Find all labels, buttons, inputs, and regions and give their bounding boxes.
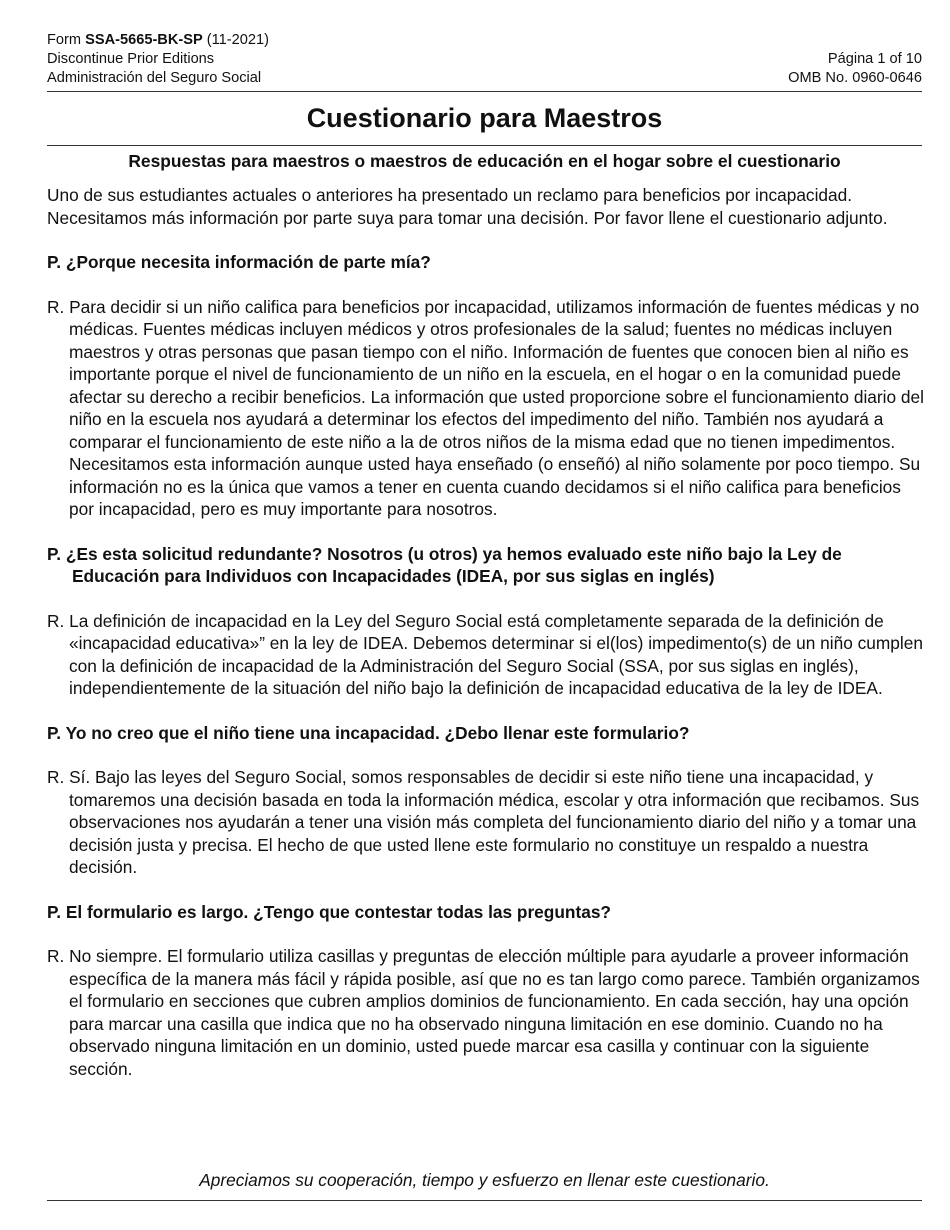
header-divider xyxy=(47,91,922,92)
form-date: (11-2021) xyxy=(202,32,269,48)
omb-number: OMB No. 0960-0646 xyxy=(788,70,922,86)
form-number: SSA-5665-BK-SP xyxy=(85,32,203,48)
question-2: P. ¿Es esta solicitud redundante? Nosotros (u otros) ya hemos evaluado este niño bajo la Ley de Educación para Individuos con Incapacidades (IDEA, por sus siglas en inglés) xyxy=(47,543,842,586)
answer-2: R. La definición de incapacidad en la Ley del Seguro Social está completamente separada de la definición de «incapacidad educativa»” en la ley de IDEA. Debemos determinar si el(los) impedimento(s) de un niño cumplen con la definición de incapacidad de la Administración del Seguro Social (SSA, por sus siglas en inglés), independientemente de la situación del niño bajo la definición de incapacidad educativa de la ley de IDEA. xyxy=(47,610,923,698)
answer-3: R. Sí. Bajo las leyes del Seguro Social, somos responsables de decidir si este niño tiene una incapacidad, y tomaremos una decisión basada en toda la información médica, escolar y otra información que recibamos. Sus observaciones nos ayudarán a tener una visión más completa del funcionamiento diario del niño y a tomar una decisión justa y precisa. El hecho de que usted llene este formulario no constituye un respaldo a nuestra decisión. xyxy=(47,767,920,877)
page-subtitle: Respuestas para maestros o maestros de educación en el hogar sobre el cuestionario xyxy=(128,151,841,171)
agency-name: Administración del Seguro Social xyxy=(47,70,262,86)
body-content xyxy=(47,184,926,1102)
intro-paragraph: Uno de sus estudiantes actuales o anteriores ha presentado un reclamo para beneficios por incapacidad. Necesitamos más información por parte suya para tomar una decisión. Por favor llene el cuestionario adjunto. xyxy=(47,185,888,228)
question-1: P. ¿Porque necesita información de parte mía? xyxy=(47,252,431,272)
closing-note: Apreciamos su cooperación, tiempo y esfuerzo en llenar este cuestionario. xyxy=(199,1170,770,1190)
question-3: P. Yo no creo que el niño tiene una incapacidad. ¿Debo llenar este formulario? xyxy=(47,722,690,743)
question-4: P. El formulario es largo. ¿Tengo que contestar todas las preguntas? xyxy=(47,901,611,922)
form-header-right xyxy=(788,31,922,88)
form-id-line xyxy=(47,31,269,50)
answer-1: R. Para decidir si un niño califica para beneficios por incapacidad, utilizamos información de fuentes médicas y no médicas. Fuentes médicas incluyen médicos y otros profesionales de la salud; fuentes no médicas incluyen maestros y otras personas que pasan tiempo con el niño. Información de fuentes que conocen bien al niño es importante porque el nivel de funcionamiento de un niño en la escuela, en el hogar o en la comunidad puede afectar su derecho a recibir beneficios. La información que usted proporcione sobre el funcionamiento diario del niño en la escuela nos ayudará a determinar los efectos del impedimento del niño. También nos ayudará a comparar el funcionamiento de este niño a la de otros niños de la misma edad que no tienen impedimentos. Necesitamos esta información aunque usted haya enseñado (o enseñó) al niño solamente por poco tiempo. Su información no es la única que vamos a tener en cuenta cuando decidamos si el niño califica para beneficios por incapacidad, pero es muy importante para nosotros. xyxy=(47,296,924,519)
editions-note: Discontinue Prior Editions xyxy=(47,51,215,67)
title-divider xyxy=(47,145,922,146)
form-prefix: Form xyxy=(47,32,86,48)
page-number: Página 1 of 10 xyxy=(827,51,922,67)
form-header xyxy=(47,31,922,88)
answer-4: R. No siempre. El formulario utiliza casillas y preguntas de elección múltiple para ayudarle a proveer información específica de la manera más fácil y rápida posible, así que no es tan largo como parece. También organizamos el formulario en secciones que cubren amplios dominios de funcionamiento. En cada sección, hay una opción para marcar una casilla que indica que no ha observado ninguna limitación en ese dominio. Cuando no ha observado ninguna limitación en un dominio, usted puede marcar esa casilla y continuar con la siguiente sección. xyxy=(47,946,920,1079)
page-title: Cuestionario para Maestros xyxy=(306,103,663,133)
form-header-left xyxy=(47,31,269,88)
footer-divider xyxy=(47,1200,922,1201)
